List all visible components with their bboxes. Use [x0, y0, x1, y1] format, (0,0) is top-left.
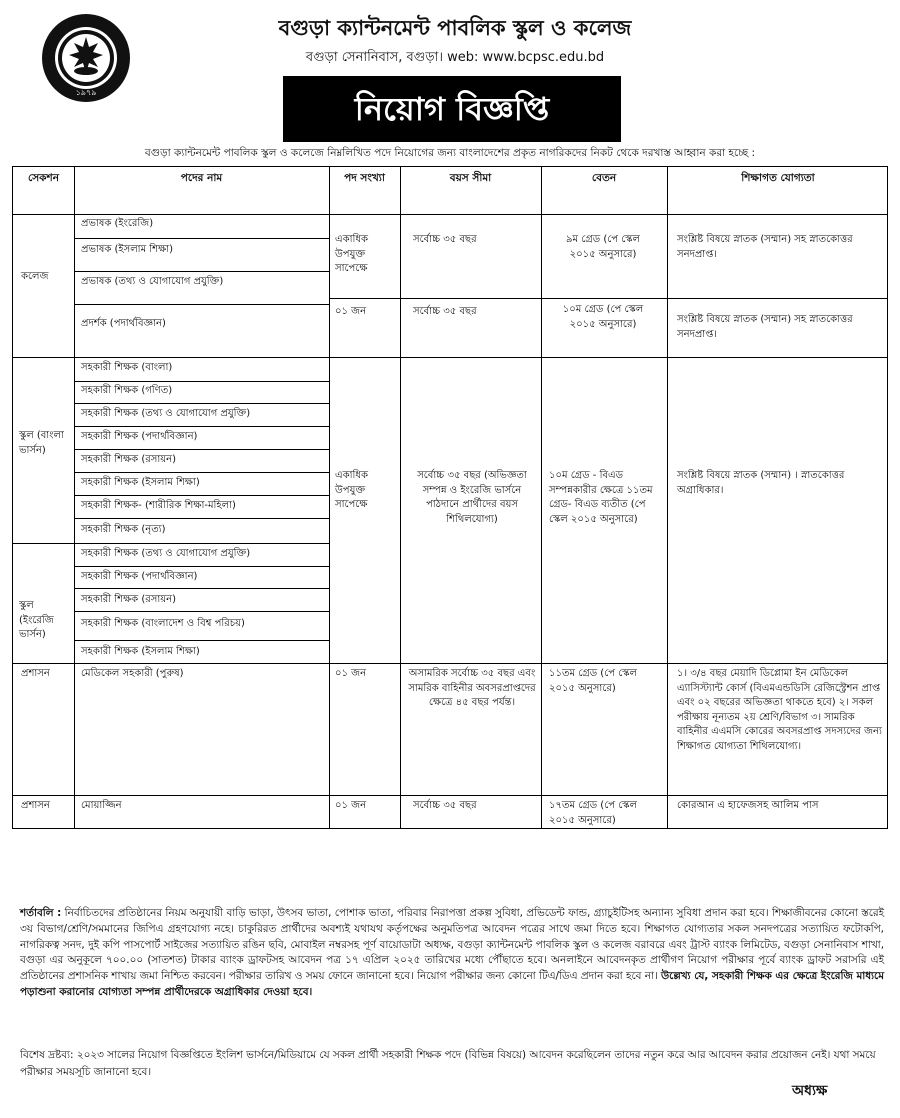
section-school-english: স্কুল (ইংরেজি ভার্সন): [19, 600, 54, 640]
post-college-2: প্রভাষক (ইসলাম শিক্ষা): [81, 244, 173, 255]
header-post: পদের নাম: [180, 172, 223, 184]
signature: অধ্যক্ষ: [792, 1083, 828, 1099]
section-college: কলেজ: [21, 271, 49, 282]
intro-text: বগুড়া ক্যান্টনমেন্ট পাবলিক স্কুল ও কলেজে নিম্নলিখিত পদে নিয়োগের জন্য বাংলাদেশের প্রকৃত নাগরিকদের নিকট থেকে দরখাস্ত আহ্বান করা হচ্ছে :: [144, 147, 756, 159]
post-en-1: সহকারী শিক্ষক (তথ্য ও যোগাযোগ প্রযুক্তি): [81, 548, 251, 559]
demonstrator-age: সর্বোচ্চ ৩৫ বছর: [413, 306, 477, 317]
post-college-1: প্রভাষক (ইংরেজি): [81, 218, 154, 229]
terms-emphasis: উল্লেখ্য যে, সহকারী শিক্ষক এর ক্ষেত্রে ইংরেজি মাধ্যমে পড়াশুনা করানোর যোগ্যতা সম্পন্ন প্রার্থীদেরকে অগ্রাধিকার দেওয়া হবে।: [20, 970, 885, 999]
post-muezzin: মোয়াজ্জিন: [81, 800, 122, 811]
post-en-4: সহকারী শিক্ষক (বাংলাদেশ ও বিশ্ব পরিচয়): [81, 618, 245, 629]
header-count: পদ সংখ্যা: [344, 172, 385, 184]
vacancy-table: [12, 166, 888, 829]
demonstrator-count: ০১ জন: [335, 306, 367, 317]
lecturer-count: একাধিক উপযুক্ত সাপেক্ষে: [335, 234, 368, 274]
lecturer-salary: ৯ম গ্রেড (পে স্কেল ২০১৫ অনুসারে): [566, 234, 640, 260]
medical-age: অসামরিক সর্বোচ্চ ৩৫ বছর এবং সামরিক বাহিনীর অবসরপ্রাপ্তদের ক্ষেত্রে ৪৫ বছর পর্যন্ত।: [408, 668, 536, 708]
section-school-bangla: স্কুল (বাংলা ভার্সন): [19, 430, 64, 456]
post-medical-assistant: মেডিকেল সহকারী (পুরুষ): [81, 668, 184, 679]
demonstrator-qualification: সংশ্লিষ্ট বিষয়ে স্নাতক (সম্মান) সহ স্নাতকোত্তর সনদপ্রাপ্ত।: [677, 314, 853, 340]
muezzin-age: সর্বোচ্চ ৩৫ বছর: [413, 800, 477, 811]
school-logo: [40, 12, 132, 104]
school-qualification: সংশ্লিষ্ট বিষয়ে স্নাতক (সম্মান) । স্নাতকোত্তর অগ্রাধিকার।: [677, 470, 845, 496]
post-en-5: সহকারী শিক্ষক (ইসলাম শিক্ষা): [81, 646, 200, 657]
post-bn-8: সহকারী শিক্ষক (নৃত্য): [81, 524, 166, 535]
school-name: বগুড়া ক্যান্টনমেন্ট পাবলিক স্কুল ও কলেজ: [278, 16, 632, 40]
terms-section: [20, 906, 884, 1001]
post-college-4: প্রদর্শক (পদার্থবিজ্ঞান): [81, 318, 166, 329]
notice-title: নিয়োগ বিজ্ঞপ্তি: [283, 76, 621, 142]
medical-qualification: ১। ৩/৪ বছর মেয়াদি ডিপ্লোমা ইন মেডিকেল এ্যাসিস্ট্যান্ট কোর্স (বিএমএন্ডডিসি রেজিস্ট্রেশন প্রাপ্ত এবং ০২ বছরের অভিজ্ঞতা থাকতে হবে) ২। সকল পরীক্ষায় নূন্যতম ২য় শ্রেণি/বিভাগ ৩। সামরিক বাহিনীর এএমসি কোরের অবসরপ্রাপ্ত সদস্যদের জন্য শিক্ষাগত যোগ্যতা শিথিলযোগ্য।: [677, 668, 882, 752]
post-bn-3: সহকারী শিক্ষক (তথ্য ও যোগাযোগ প্রযুক্তি): [81, 408, 251, 419]
terms-label: শর্তাবলি :: [20, 907, 62, 919]
lecturer-qualification: সংশ্লিষ্ট বিষয়ে স্নাতক (সম্মান) সহ স্নাতকোত্তর সনদপ্রাপ্ত।: [677, 234, 853, 260]
post-bn-4: সহকারী শিক্ষক (পদার্থবিজ্ঞান): [81, 431, 198, 442]
header-age: বয়স সীমা: [449, 172, 492, 184]
school-age: সর্বোচ্চ ৩৫ বছর (অভিজ্ঞতা সম্পন্ন ও ইংরেজি ভার্সনে পাঠদানে প্রার্থীদের বয়স শিথিলযোগ্য): [417, 470, 527, 525]
post-en-2: সহকারী শিক্ষক (পদার্থবিজ্ঞান): [81, 571, 198, 582]
special-note: বিশেষ দ্রষ্টব্য: ২০২৩ সালের নিয়োগ বিজ্ঞপ্তিতে ইংলিশ ভার্সনে/মিডিয়ামে যে সকল প্রার্থী সহকারী শিক্ষক পদে (বিভিন্ন বিষয়ে) আবেদন করেছিলেন তাদের নতুন করে আর আবেদন করার প্রয়োজন নেই। যথা সময়ে পরীক্ষার সময়সূচি জানানো হবে।: [20, 1049, 876, 1078]
header-salary: বেতন: [591, 172, 617, 184]
address-website: বগুড়া সেনানিবাস, বগুড়া। web: www.bcpsc.edu.bd: [305, 50, 605, 65]
header-qualification: শিক্ষাগত যোগ্যতা: [741, 172, 815, 184]
post-bn-5: সহকারী শিক্ষক (রসায়ন): [81, 454, 177, 465]
muezzin-count: ০১ জন: [335, 800, 367, 811]
section-admin-2: প্রশাসন: [21, 800, 50, 811]
lecturer-age: সর্বোচ্চ ৩৫ বছর: [413, 234, 477, 245]
post-bn-1: সহকারী শিক্ষক (বাংলা): [81, 362, 173, 373]
post-bn-6: সহকারী শিক্ষক (ইসলাম শিক্ষা): [81, 477, 200, 488]
post-college-3: প্রভাষক (তথ্য ও যোগাযোগ প্রযুক্তি): [81, 276, 224, 287]
muezzin-salary: ১৭তম গ্রেড (পে স্কেল ২০১৫ অনুসারে): [549, 800, 637, 826]
logo-year: ১৯৭৯: [75, 88, 97, 97]
post-bn-2: সহকারী শিক্ষক (গণিত): [81, 385, 173, 396]
medical-count: ০১ জন: [335, 668, 367, 679]
medical-salary: ১১তম গ্রেড (পে স্কেল ২০১৫ অনুসারে): [549, 668, 637, 694]
school-count: একাধিক উপযুক্ত সাপেক্ষে: [335, 470, 368, 510]
terms-body: নির্বাচিতদের প্রতিষ্ঠানের নিয়ম অনুযায়ী বাড়ি ভাড়া, উৎসব ভাতা, পোশাক ভাতা, পরিবার নিরাপত্তা প্রকল্প সুবিধা, প্রভিডেন্ট ফান্ড, গ্র্যাচুইটিসহ অন্যান্য সুবিধা প্রদান করা হবে। শিক্ষাজীবনের কোনো স্তরেই ৩য় বিভাগ/শ্রেণি/সমমানের জিপিএ গ্রহণযোগ্য নহে। চাকুরিরত প্রার্থীদের অবশ্যই যথাযথ কর্তৃপক্ষের অনুমতিপত্র আবেদন পত্রের সাথে জমা দিতে হবে। শিক্ষাগত যোগ্যতার সকল সনদপত্রের সত্যায়িত ফটোকপি, নাগরিকত্ব সনদ, দুই কপি পাসপোর্ট সাইজের সত্যায়িত রঙিন ছবি, মোবাইল নম্বরসহ পূর্ণ বায়োডাটা অধ্যক্ষ, বগুড়া ক্যান্টনমেন্ট পাবলিক স্কুল ও কলেজ বরাবরে এবং ট্রাস্ট ব্যাংক লিমিটেড, বগুড়া সেনানিবাস শাখা, বগুড়া এর অনুকূলে ৭০০.০০ (সাতশত) টাকার ব্যাংক ড্রাফটসহ আবেদন পত্র ১৭ এপ্রিল ২০২৫ তারিখের মধ্যে পৌঁছাতে হবে। অনলাইনে আবেদনকৃত প্রার্থীগণ নিয়োগ পরীক্ষার পূর্বে ব্যাংক ড্রাফট সরাসরি এই প্রতিষ্ঠানের প্রশাসনিক শাখায় জমা নিশ্চিত করবেন। পরীক্ষার তারিখ ও সময় ফোনে জানানো হবে। নিয়োগ পরীক্ষার জন্য কোনো টিএ/ডিএ প্রদান করা হবে না।: [20, 907, 885, 983]
section-admin-1: প্রশাসন: [21, 668, 50, 679]
school-salary: ১০ম গ্রেড - বিএড সম্পন্নকারীর ক্ষেত্রে ১১তম গ্রেড- বিএড ব্যতীত (পে স্কেল ২০১৫ অনুসারে): [549, 470, 653, 525]
post-bn-7: সহকারী শিক্ষক- (শারীরিক শিক্ষা-মহিলা): [81, 500, 236, 511]
muezzin-qualification: কোরআন এ হাফেজসহ আলিম পাস: [677, 800, 819, 811]
demonstrator-salary: ১০ম গ্রেড (পে স্কেল ২০১৫ অনুসারে): [562, 304, 644, 330]
header-section: সেকশন: [27, 172, 60, 184]
post-en-3: সহকারী শিক্ষক (রসায়ন): [81, 594, 177, 605]
